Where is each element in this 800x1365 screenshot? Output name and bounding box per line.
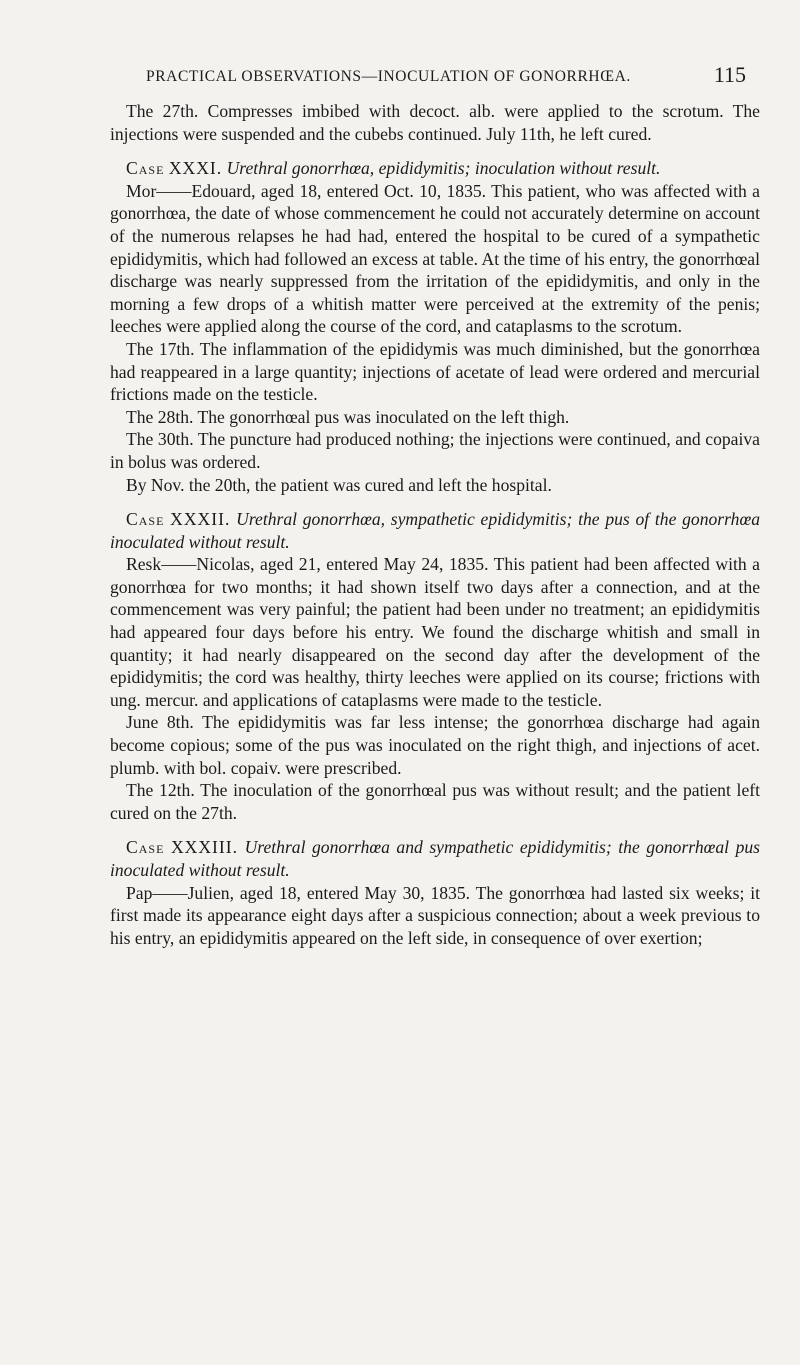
case-heading [110, 508, 760, 553]
paragraph: Resk——Nicolas, aged 21, entered May 24, 1835. This patient had been affected with a gonorrhœa for two months; it had shown itself two days after a connection, and at the commencement was very painful; the patient had been under no treatment; an epididymitis had appeared four days before his entry. We found the discharge whitish and small in quantity; it had nearly disappeared on the second day after the development of the epididymitis; the cord was healthy, thirty leeches were applied on its course; frictions with ung. mercur. and applications of cataplasms were made to the testicle. [110, 554, 760, 710]
case-number: XXXII. [170, 509, 231, 530]
case-number: XXXIII. [170, 837, 239, 858]
paragraph: Mor——Edouard, aged 18, entered Oct. 10, 1835. This patient, who was affected with a gonorrhœa, the date of whose commencement he could not accurately determine on account of the numerous relapses he had had, entered the hospital to be cured of a sympathetic epididymitis, which had followed an excess at table. At the time of his entry, the gonorrhœal discharge was nearly suppressed from the irritation of the epididymitis, and only in the morning a few drops of a whitish matter were perceived at the extremity of the penis; leeches were applied along the course of the cord, and cataplasms to the scrotum. [110, 180, 760, 337]
paragraph: The 17th. The inflammation of the epididymis was much diminished, but the gonorrhœa had reappeared in a large quantity; injections of acetate of lead were ordered and mercurial frictions made on the testicle. [110, 338, 760, 405]
paragraph: The 30th. The puncture had produced nothing; the injections were continued, and copaiva in bolus was ordered. [110, 429, 760, 472]
running-head-title: PRACTICAL OBSERVATIONS—INOCULATION OF GONORRHŒA. [146, 68, 631, 85]
case-number: XXXI. [168, 158, 223, 179]
running-head [110, 60, 760, 100]
paragraph: The 12th. The inoculation of the gonorrhœal pus was without result; and the patient left cured on the 27th. [110, 780, 760, 823]
paragraph: Pap——Julien, aged 18, entered May 30, 1835. The gonorrhœa had lasted six weeks; it first made its appearance eight days after a suspicious connection; about a week previous to his entry, an epididymitis appeared on the left side, in consequence of over exertion; [110, 882, 760, 948]
page-number: 115 [713, 62, 746, 87]
case-title: Urethral gonorrhœa, sympathetic epididymitis; the pus of the gonorrhœa inoculated without result. [110, 509, 760, 552]
case-title: Urethral gonorrhœa, epididymitis; inoculation without result. [226, 158, 661, 179]
case-heading [110, 157, 760, 180]
case-label: Case [126, 837, 165, 858]
paragraph: The 27th. Compresses imbibed with decoct. alb. were applied to the scrotum. The injections were suspended and the cubebs continued. July 11th, he left cured. [110, 101, 760, 144]
paragraph: The 28th. The gonorrhœal pus was inoculated on the left thigh. [126, 406, 570, 427]
case-label: Case [126, 158, 165, 179]
case-heading [110, 836, 760, 881]
paragraph: By Nov. the 20th, the patient was cured and left the hospital. [126, 474, 552, 495]
case-title: Urethral gonorrhœa and sympathetic epididymitis; the gonorrhœal pus inoculated without result. [110, 837, 761, 880]
paragraph: June 8th. The epididymitis was far less intense; the gonorrhœa discharge had again become copious; some of the pus was inoculated on the right thigh, and injections of acet. plumb. with bol. copaiv. were prescribed. [110, 712, 760, 778]
case-label: Case [126, 509, 165, 530]
page-body [110, 100, 760, 949]
